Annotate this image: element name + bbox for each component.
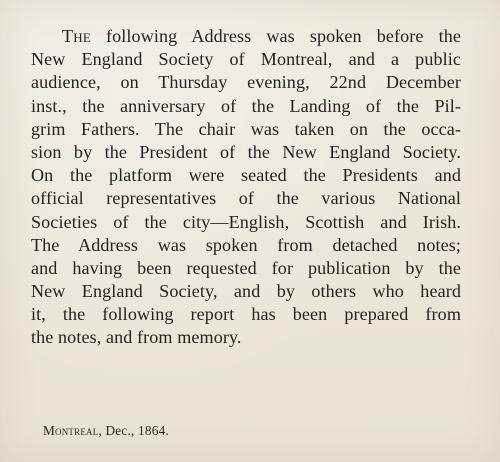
paragraph-line-2: New England Society of Montreal, and a public [31,49,461,70]
paragraph-line-14: the notes, and from memory. [31,327,242,348]
paragraph-line-7: On the platform were seated the Presidents and [31,165,461,186]
paragraph-line-11: and having been requested for publication by the [31,257,461,278]
paragraph-line-8: official representatives of the various National [31,188,461,209]
paragraph-line-5: grim Fathers. The chair was taken on the occa- [31,118,461,139]
paragraph-line-6: sion by the President of the New England Society. [31,141,461,162]
signature-place: Montreal [43,423,99,438]
line-1-text: following Address was spoken before the [90,26,461,46]
paragraph-line-4: inst., the anniversary of the Landing of the Pil- [31,95,461,116]
paragraph-line-12: New England Society, and by others who heard [31,281,461,302]
signature-line [43,423,169,439]
signature-date: , Dec., 1864. [98,423,169,438]
paragraph-line-1 [31,25,461,48]
paragraph-line-9: Societies of the city—English, Scottish and Irish. [31,211,461,232]
lead-word: The [62,26,91,46]
paragraph-line-13: it, the following report has been prepared from [31,304,461,325]
address-paragraph [31,25,461,350]
paragraph-line-3: audience, on Thursday evening, 22nd December [31,72,461,93]
paragraph-line-10: The Address was spoken from detached notes; [31,234,461,255]
